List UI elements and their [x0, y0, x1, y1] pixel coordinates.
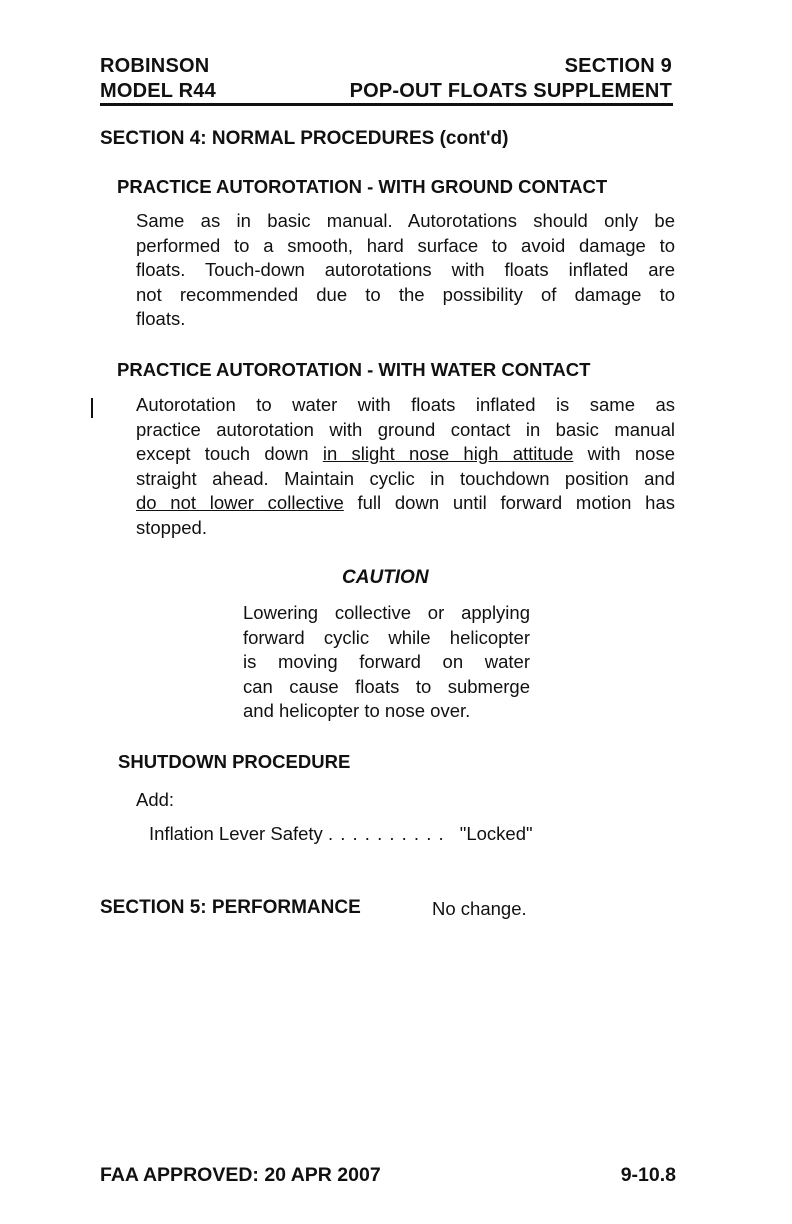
supplement-title: POP-OUT FLOATS SUPPLEMENT: [349, 80, 672, 102]
underlined-emphasis: do not lower collective: [136, 492, 344, 514]
shutdown-add-label: Add:: [136, 789, 175, 810]
paragraph-line: and helicopter to nose over.: [243, 700, 471, 722]
header-divider: [100, 103, 673, 106]
revision-change-bar: [91, 398, 93, 418]
paragraph-line: practice autorotation with ground contact in basic manual: [136, 418, 675, 440]
water-contact-title: PRACTICE AUTOROTATION - WITH WATER CONTACT: [117, 359, 591, 380]
underlined-emphasis: in slight nose high attitude: [322, 443, 574, 465]
section-5-value: No change.: [432, 898, 527, 919]
paragraph-line: [136, 491, 675, 516]
section-number: SECTION 9: [564, 55, 672, 77]
shutdown-item-label: Inflation Lever Safety: [149, 823, 323, 844]
paragraph-line: not recommended due to the possibility of damage to: [136, 283, 675, 305]
water-contact-paragraph: [136, 393, 675, 541]
paragraph-line: can cause floats to submerge: [243, 675, 530, 697]
section-4-title: SECTION 4: NORMAL PROCEDURES (cont'd): [100, 128, 509, 149]
manufacturer-name: ROBINSON: [100, 55, 210, 77]
paragraph-line: floats.: [136, 308, 186, 330]
dot-leader: . . . . . . . . . .: [327, 823, 445, 844]
paragraph-line: stopped.: [136, 516, 207, 538]
paragraph-line: Same as in basic manual. Autorotations should only be: [136, 210, 675, 231]
paragraph-line: [136, 442, 675, 467]
shutdown-item: [149, 822, 533, 847]
paragraph-line: performed to a smooth, hard surface to avoid damage to: [136, 234, 675, 256]
paragraph-line: floats. Touch-down autorotations with floats inflated are: [136, 259, 675, 281]
paragraph-line: forward cyclic while helicopter: [243, 626, 530, 648]
shutdown-item-value: "Locked": [459, 823, 533, 844]
paragraph-line: is moving forward on water: [243, 651, 530, 673]
paragraph-line: Lowering collective or applying: [243, 602, 530, 623]
caution-paragraph: [243, 601, 530, 724]
text-segment: full down until forward motion has: [343, 492, 675, 514]
ground-contact-title: PRACTICE AUTOROTATION - WITH GROUND CONTACT: [117, 176, 608, 197]
page-number: 9-10.8: [620, 1164, 676, 1186]
faa-approval: FAA APPROVED: 20 APR 2007: [100, 1164, 381, 1186]
paragraph-line: Autorotation to water with floats inflated is same as: [136, 394, 675, 415]
ground-contact-paragraph: [136, 209, 675, 332]
section-5-title: SECTION 5: PERFORMANCE: [100, 897, 361, 918]
text-segment: with nose: [573, 443, 675, 465]
shutdown-title: SHUTDOWN PROCEDURE: [118, 751, 351, 772]
model-name: MODEL R44: [100, 80, 216, 102]
caution-title: CAUTION: [342, 567, 429, 588]
text-segment: except touch down: [136, 443, 323, 465]
paragraph-line: straight ahead. Maintain cyclic in touchdown position and: [136, 467, 675, 489]
